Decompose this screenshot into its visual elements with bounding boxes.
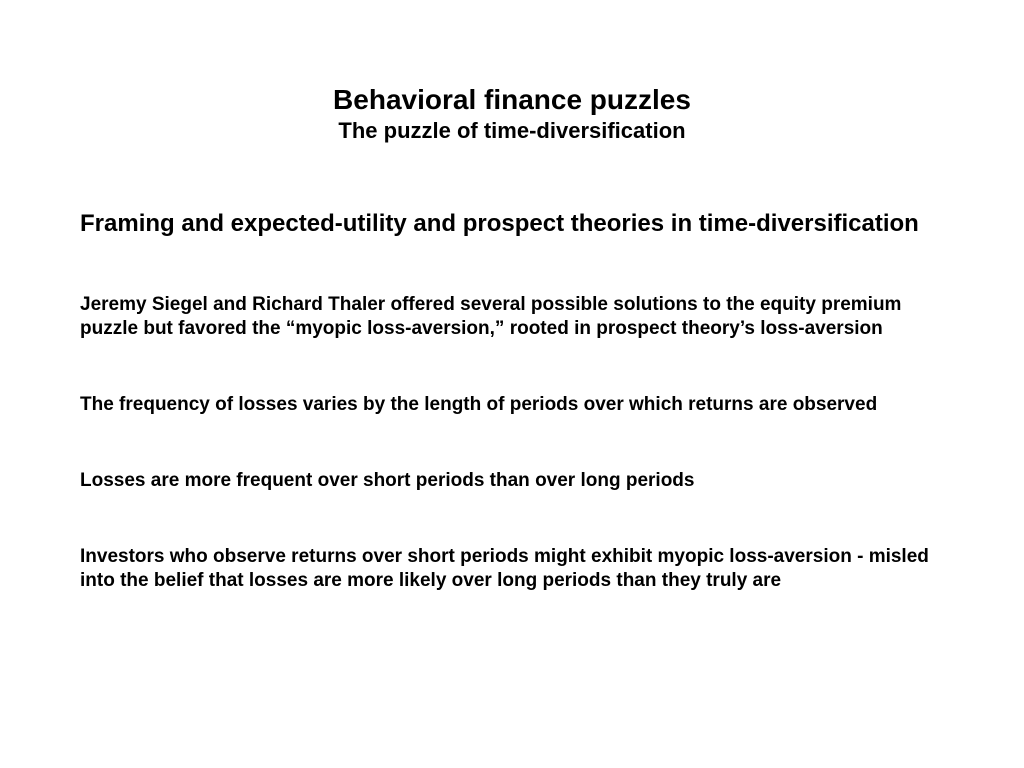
paragraph-loss-frequency: The frequency of losses varies by the length of periods over which returns are observed: [80, 394, 878, 415]
title-block: [0, 83, 1024, 145]
paragraph-myopic-loss-aversion: Jeremy Siegel and Richard Thaler offered several possible solutions to the equity premium puzzle but favored the “myopic loss-aversion,” rooted in prospect theory’s loss-aversion: [80, 294, 902, 339]
section-heading: Framing and expected-utility and prospect theories in time-diversification: [80, 210, 919, 237]
slide-subtitle: The puzzle of time-diversification: [338, 118, 686, 143]
slide-content: [80, 209, 960, 593]
paragraph-short-periods: Losses are more frequent over short periods than over long periods: [80, 470, 695, 491]
slide-title: Behavioral finance puzzles: [333, 84, 691, 115]
paragraph-investors: Investors who observe returns over short periods might exhibit myopic loss-aversion - misled into the belief that losses are more likely over long periods than they truly are: [80, 546, 929, 591]
